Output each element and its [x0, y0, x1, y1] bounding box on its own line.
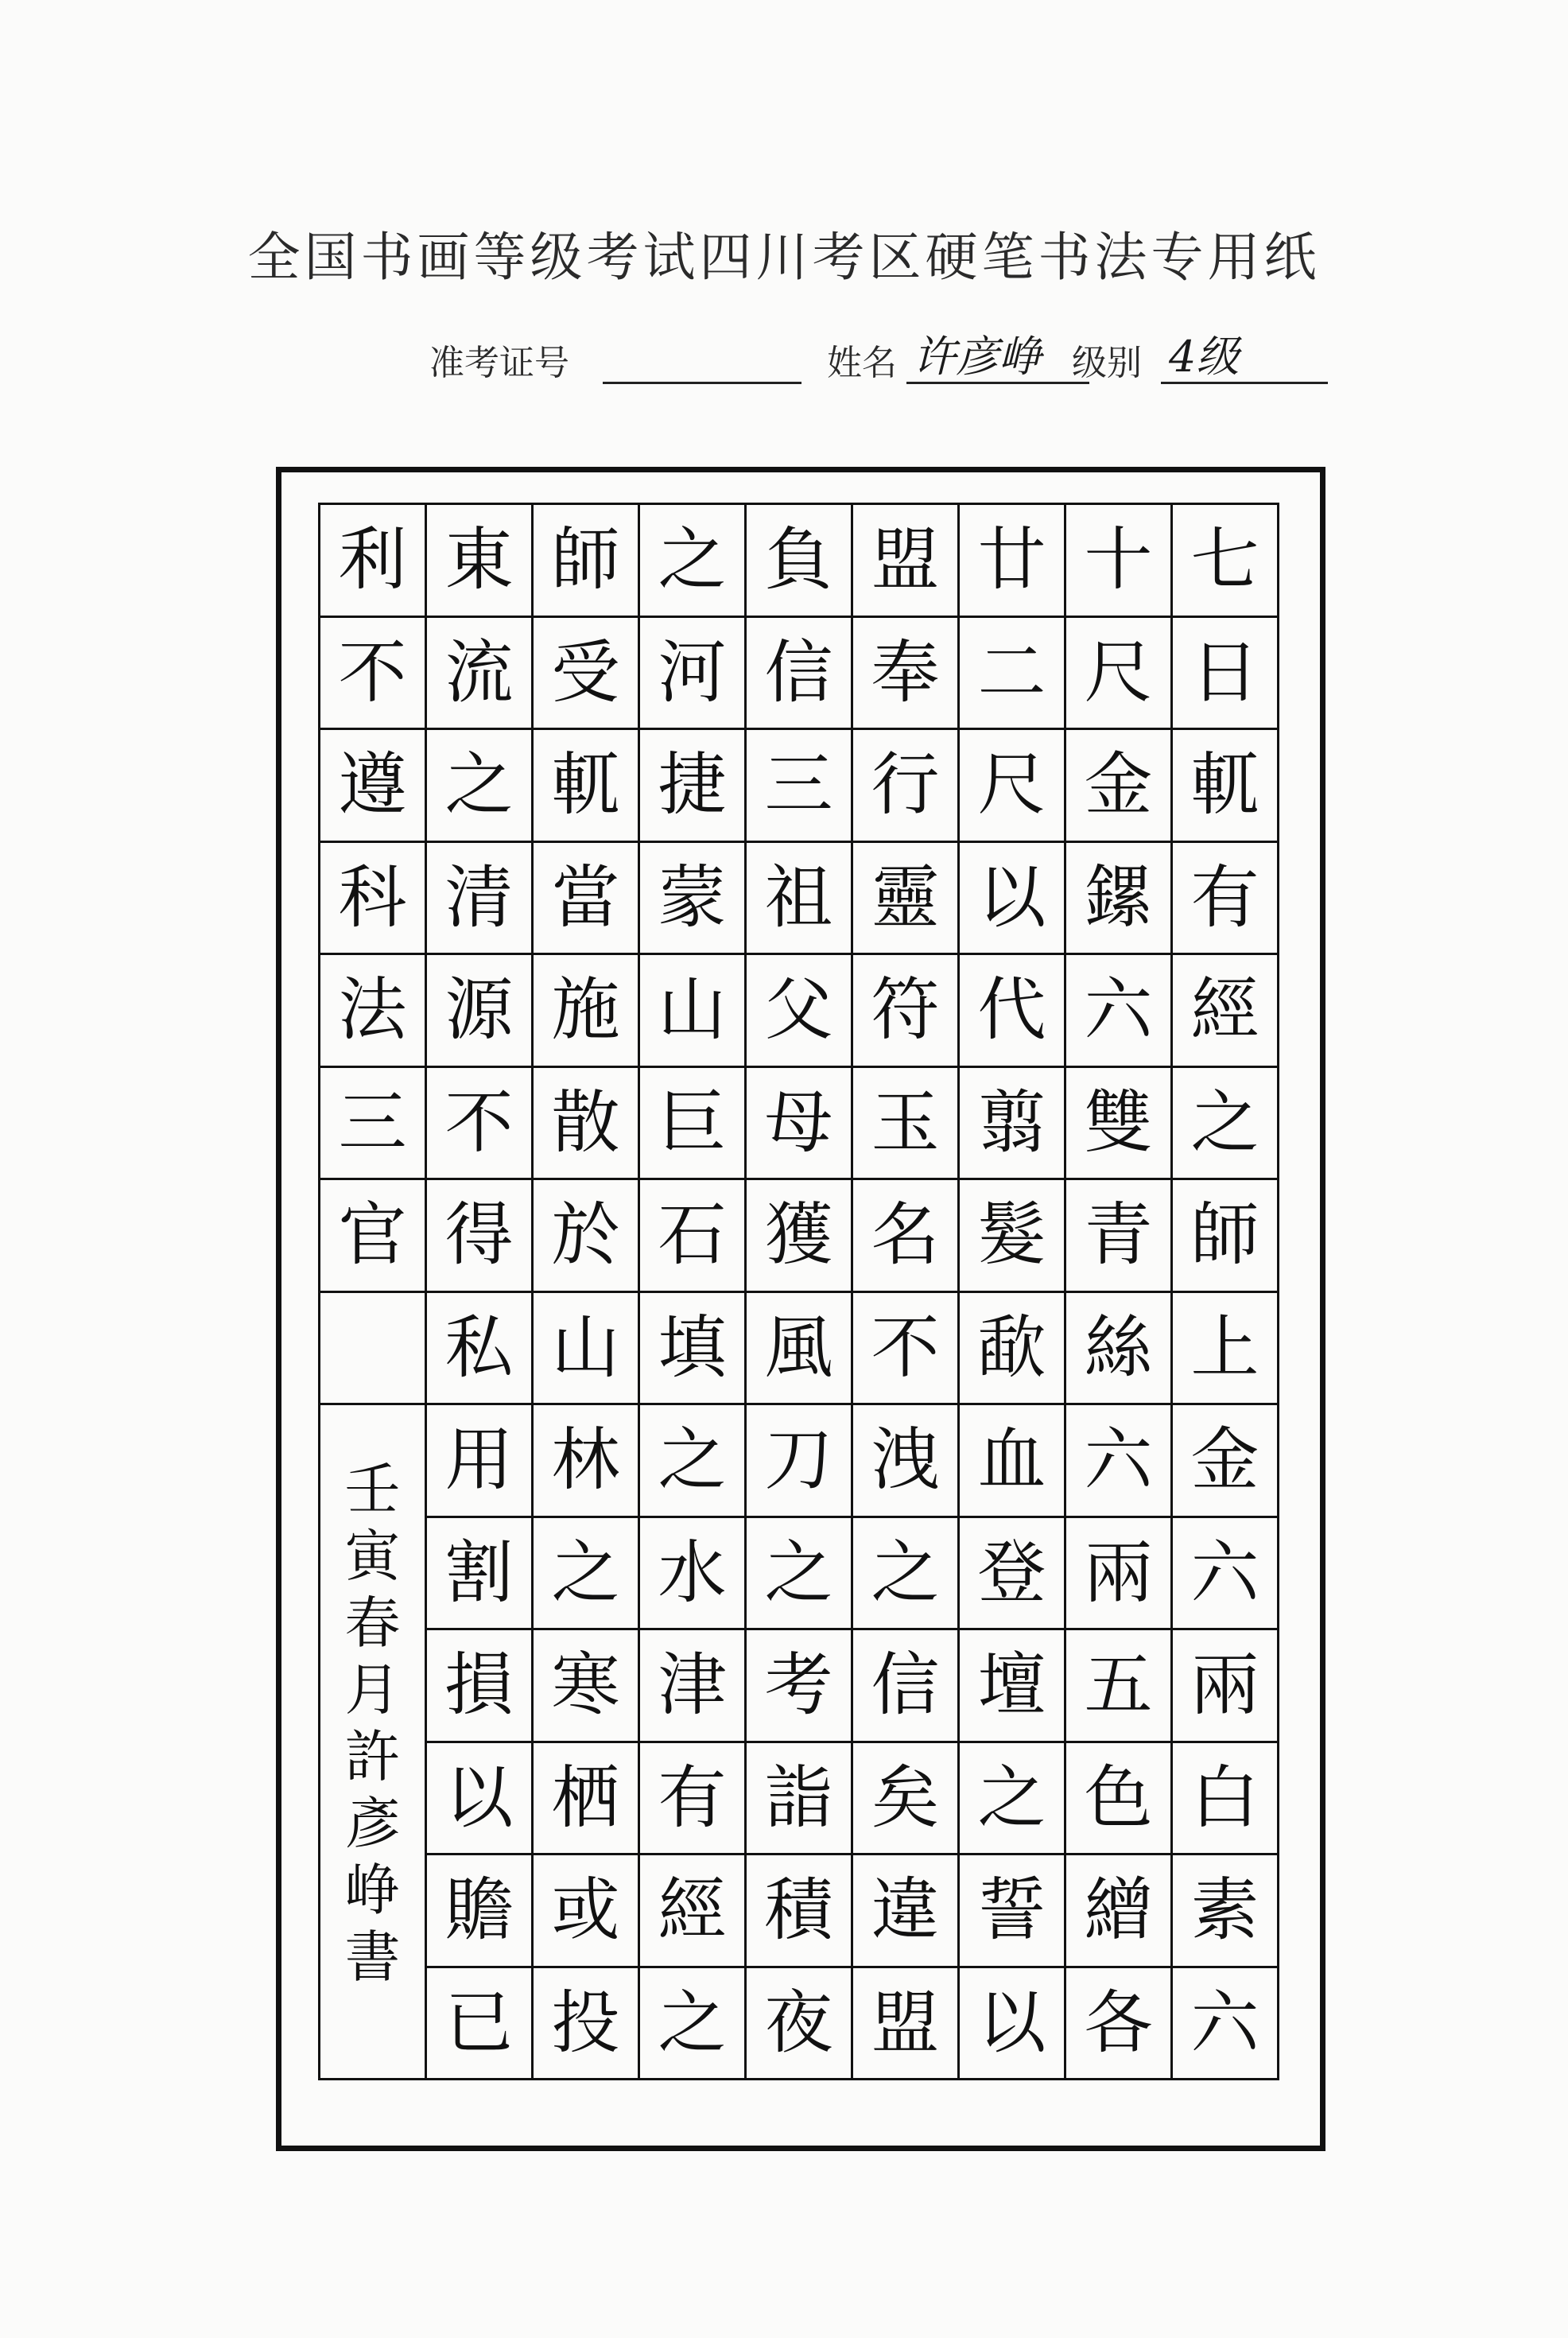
- grid-cell: 夜: [747, 1968, 853, 2081]
- grid-cell: 私: [427, 1293, 534, 1406]
- grid-cell: 捷: [640, 730, 747, 843]
- grid-cell: 絲: [1066, 1293, 1173, 1406]
- grid-cell: 白: [1173, 1743, 1279, 1856]
- grid-cell: 用: [427, 1405, 534, 1518]
- grid-cell: 六: [1066, 955, 1173, 1068]
- grid-cell: 上: [1173, 1293, 1279, 1406]
- grid-cell: 蒙: [640, 843, 747, 956]
- grid-cell: 鏍: [1066, 843, 1173, 956]
- signature-char: 峥: [344, 1858, 401, 1923]
- character-grid: [318, 503, 1279, 2080]
- grid-cell: 名: [853, 1180, 960, 1293]
- grid-cell: 以: [960, 843, 1066, 956]
- grid-cell: [320, 1293, 427, 1406]
- grid-cell: 二: [960, 618, 1066, 731]
- grid-cell: 奉: [853, 618, 960, 731]
- grid-cell: 栖: [534, 1743, 640, 1856]
- grid-cell: 繒: [1066, 1855, 1173, 1968]
- grid-cell: 兩: [1066, 1518, 1173, 1631]
- grid-cell: 七: [1173, 505, 1279, 618]
- grid-cell: 受: [534, 618, 640, 731]
- grid-cell: 有: [640, 1743, 747, 1856]
- grid-cell: 軏: [1173, 730, 1279, 843]
- grid-cell: 石: [640, 1180, 747, 1293]
- level-label: 级别: [1072, 343, 1142, 383]
- grid-cell: 祖: [747, 843, 853, 956]
- grid-cell: 翦: [960, 1068, 1066, 1181]
- grid-cell: 清: [427, 843, 534, 956]
- grid-cell: 之: [853, 1518, 960, 1631]
- grid-cell: 色: [1066, 1743, 1173, 1856]
- grid-cell: 違: [853, 1855, 960, 1968]
- grid-cell: 法: [320, 955, 427, 1068]
- grid-cell: 代: [960, 955, 1066, 1068]
- grid-cell: 積: [747, 1855, 853, 1968]
- grid-cell: 符: [853, 955, 960, 1068]
- level-value: 4级: [1169, 332, 1240, 382]
- grid-cell: 有: [1173, 843, 1279, 956]
- grid-cell: 六: [1066, 1405, 1173, 1518]
- signature-char: 許: [344, 1724, 401, 1789]
- grid-cell: 父: [747, 955, 853, 1068]
- grid-cell: 贍: [427, 1855, 534, 1968]
- ticket-number-field: [603, 382, 801, 384]
- signature-inscription: [320, 1424, 425, 1990]
- grid-cell: 水: [640, 1518, 747, 1631]
- grid-cell: 之: [1173, 1068, 1279, 1181]
- grid-cell: 山: [640, 955, 747, 1068]
- grid-cell: 行: [853, 730, 960, 843]
- grid-cell: 素: [1173, 1855, 1279, 1968]
- grid-cell: 尺: [1066, 618, 1173, 731]
- grid-cell: 林: [534, 1405, 640, 1518]
- grid-cell: 之: [534, 1518, 640, 1631]
- grid-cell: 巨: [640, 1068, 747, 1181]
- grid-cell: 三: [320, 1068, 427, 1181]
- grid-cell: 經: [640, 1855, 747, 1968]
- grid-cell: 三: [747, 730, 853, 843]
- grid-cell: 散: [534, 1068, 640, 1181]
- grid-cell: 遵: [320, 730, 427, 843]
- grid-cell: 雙: [1066, 1068, 1173, 1181]
- grid-cell: 日: [1173, 618, 1279, 731]
- grid-cell: 玉: [853, 1068, 960, 1181]
- grid-cell: 壇: [960, 1630, 1066, 1743]
- grid-cell: 信: [747, 618, 853, 731]
- grid-cell: 填: [640, 1293, 747, 1406]
- grid-cell: 六: [1173, 1518, 1279, 1631]
- grid-cell: 登: [960, 1518, 1066, 1631]
- grid-cell: 風: [747, 1293, 853, 1406]
- exam-info-row: [0, 318, 1568, 390]
- grid-cell: 之: [427, 730, 534, 843]
- signature-char: 春: [344, 1590, 401, 1656]
- grid-cell: 詣: [747, 1743, 853, 1856]
- name-value: 许彦峥: [913, 332, 1042, 382]
- grid-cell: 之: [747, 1518, 853, 1631]
- grid-cell: 科: [320, 843, 427, 956]
- grid-cell: 以: [960, 1968, 1066, 2081]
- grid-cell: 歃: [960, 1293, 1066, 1406]
- grid-cell: 母: [747, 1068, 853, 1181]
- grid-cell: 獲: [747, 1180, 853, 1293]
- grid-cell: 經: [1173, 955, 1279, 1068]
- grid-cell: 信: [853, 1630, 960, 1743]
- grid-cell: 割: [427, 1518, 534, 1631]
- grid-cell: 尺: [960, 730, 1066, 843]
- grid-cell: 六: [1173, 1968, 1279, 2081]
- signature-char: 彥: [344, 1791, 401, 1856]
- grid-cell: 之: [640, 1968, 747, 2081]
- grid-cell: 刀: [747, 1405, 853, 1518]
- grid-cell: 已: [427, 1968, 534, 2081]
- grid-cell: 不: [320, 618, 427, 731]
- grid-cell: 洩: [853, 1405, 960, 1518]
- signature-char: 壬: [344, 1457, 401, 1522]
- grid-cell: 之: [640, 1405, 747, 1518]
- grid-cell: 十: [1066, 505, 1173, 618]
- grid-cell: 盟: [853, 1968, 960, 2081]
- grid-cell: 矣: [853, 1743, 960, 1856]
- grid-cell: 損: [427, 1630, 534, 1743]
- grid-cell: 誓: [960, 1855, 1066, 1968]
- grid-cell: 軏: [534, 730, 640, 843]
- grid-cell: 之: [640, 505, 747, 618]
- grid-cell: 之: [960, 1743, 1066, 1856]
- grid-cell: 東: [427, 505, 534, 618]
- grid-cell: 不: [427, 1068, 534, 1181]
- grid-cell: 得: [427, 1180, 534, 1293]
- grid-cell: 血: [960, 1405, 1066, 1518]
- grid-cell: 河: [640, 618, 747, 731]
- grid-cell: 師: [534, 505, 640, 618]
- grid-cell: 青: [1066, 1180, 1173, 1293]
- grid-cell: 各: [1066, 1968, 1173, 2081]
- grid-cell: 利: [320, 505, 427, 618]
- grid-cell: 官: [320, 1180, 427, 1293]
- grid-cell: 金: [1066, 730, 1173, 843]
- grid-cell: 山: [534, 1293, 640, 1406]
- grid-cell: 於: [534, 1180, 640, 1293]
- name-label: 姓名: [827, 343, 897, 383]
- grid-cell: 投: [534, 1968, 640, 2081]
- grid-cell: 負: [747, 505, 853, 618]
- grid-cell: 金: [1173, 1405, 1279, 1518]
- grid-cell: 廿: [960, 505, 1066, 618]
- grid-cell: 源: [427, 955, 534, 1068]
- grid-cell: 或: [534, 1855, 640, 1968]
- grid-cell: 流: [427, 618, 534, 731]
- ticket-number-label: 准考证号: [429, 343, 569, 383]
- grid-cell: 考: [747, 1630, 853, 1743]
- grid-cell: 五: [1066, 1630, 1173, 1743]
- grid-cell: 髮: [960, 1180, 1066, 1293]
- grid-cell: 施: [534, 955, 640, 1068]
- grid-cell: 津: [640, 1630, 747, 1743]
- grid-cell: 寒: [534, 1630, 640, 1743]
- grid-cell: 當: [534, 843, 640, 956]
- grid-cell: 兩: [1173, 1630, 1279, 1743]
- signature-char: 月: [344, 1657, 401, 1722]
- grid-cell: 不: [853, 1293, 960, 1406]
- paper-title: 全国书画等级考试四川考区硬笔书法专用纸: [247, 227, 1321, 288]
- signature-char: 寅: [344, 1524, 401, 1589]
- grid-cell: 靈: [853, 843, 960, 956]
- grid-cell: 師: [1173, 1180, 1279, 1293]
- grid-cell: 盟: [853, 505, 960, 618]
- grid-cell: 以: [427, 1743, 534, 1856]
- signature-char: 書: [344, 1924, 401, 1990]
